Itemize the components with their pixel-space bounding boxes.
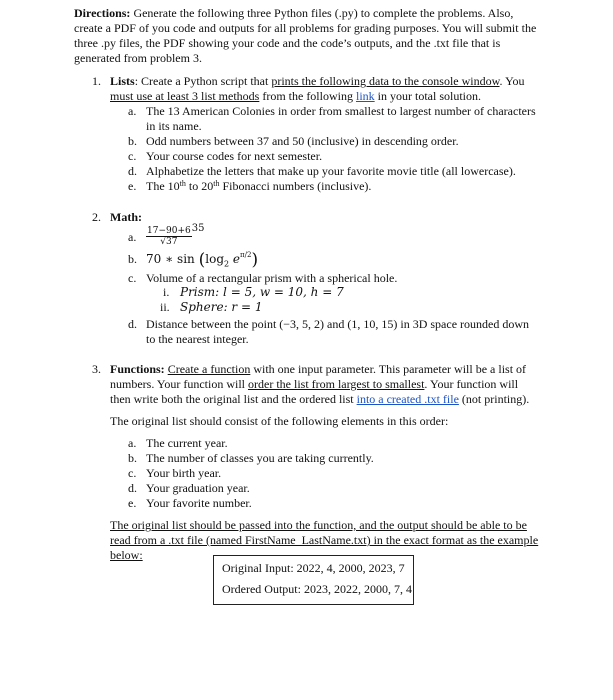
p3-item-b-letter: b. <box>128 451 137 465</box>
directions-line-4: generated from problem 3. <box>74 51 202 65</box>
p2-item-c-letter: c. <box>128 271 137 285</box>
p3-item-d-text: Your graduation year. <box>146 481 250 495</box>
p3-item-e-text: Your favorite number. <box>146 496 252 510</box>
p1-item-d-text: Alphabetize the letters that make up your favorite movie title (all lowercase). <box>146 164 516 178</box>
problem-3-note-line-3: below: <box>110 548 143 562</box>
p2-item-c-ii-roman: ii. <box>160 300 170 314</box>
p2-item-b-expression: 70 ∗ $\sin (\log_2$ $e^{\pi/2}$) <box>146 250 259 270</box>
p1-item-e-letter: e. <box>128 179 137 193</box>
problem-1-number: 1. <box>92 74 101 88</box>
problem-3-note-line-2: read from a .txt file (named FirstName_LastName.txt) in the exact format as the example <box>110 533 539 547</box>
problem-1-line-1: Lists: Create a Python script that prints the following data to the console window. You <box>110 74 525 88</box>
p2-item-c-text: Volume of a rectangular prism with a spherical hole. <box>146 271 398 285</box>
p3-item-a-text: The current year. <box>146 436 228 450</box>
example-ordered-output: Ordered Output: 2023, 2022, 2000, 7, 4 <box>222 582 412 596</box>
p1-item-b-text: Odd numbers between 37 and 50 (inclusive) in descending order. <box>146 134 459 148</box>
p3-item-c-letter: c. <box>128 466 137 480</box>
p2-item-c-i-roman: i. <box>163 285 170 299</box>
p2-item-d-line-2: to the nearest integer. <box>146 332 249 346</box>
directions-line-3: three .py files, the PDF showing your code and the code’s outputs, and the .txt file that is <box>74 36 501 50</box>
p1-item-e-text: The 10th to 20th Fibonacci numbers (inclusive). <box>146 179 372 193</box>
problem-3-number: 3. <box>92 362 101 376</box>
problem-2-label: Math: <box>110 210 142 224</box>
p2-item-d-line-1: Distance between the point (−3, 5, 2) and (1, 10, 15) in 3D space rounded down <box>146 317 530 331</box>
p3-item-a-letter: a. <box>128 436 137 450</box>
p2-item-c-i-text: Prism: l = 5, w = 10, h = 7 <box>180 285 344 299</box>
p1-item-c-letter: c. <box>128 149 137 163</box>
p1-item-a-line-2: in its name. <box>146 119 202 133</box>
problem-2-number: 2. <box>92 210 101 224</box>
p3-item-c-text: Your birth year. <box>146 466 222 480</box>
problem-1-label: Lists <box>110 74 135 88</box>
example-output-box <box>213 555 414 605</box>
p1-item-a-line-1: The 13 American Colonies in order from smallest to largest number of characters <box>146 104 536 118</box>
problem-3-label: Functions: <box>110 362 165 376</box>
example-original-input: Original Input: 2022, 4, 2000, 2023, 7 <box>222 561 405 575</box>
p1-item-d-letter: d. <box>128 164 137 178</box>
problem-3-line-2: numbers. Your function will order the list from largest to smallest. Your function will <box>110 377 519 391</box>
problem-3-line-1: Functions: Create a function with one input parameter. This parameter will be a list of <box>110 362 527 376</box>
p2-item-b-letter: b. <box>128 252 137 266</box>
list-methods-link[interactable]: link <box>355 89 375 103</box>
p2-item-a-expression: $\frac{17-90+6}{√37}$ $^{35}$ <box>147 223 205 247</box>
p1-item-c-text: Your course codes for next semester. <box>146 149 323 163</box>
p2-item-d-letter: d. <box>128 317 137 331</box>
p2-item-c-ii-text: Sphere: r = 1 <box>180 300 263 314</box>
problem-1-line-2: must use at least 3 list methods from the following link in your total solution. <box>110 89 481 103</box>
p3-item-d-letter: d. <box>128 481 137 495</box>
problem-3-intro: The original list should consist of the following elements in this order: <box>110 414 449 428</box>
directions-line-1: Directions: Generate the following three Python files (.py) to complete the problems. Also, <box>74 6 514 20</box>
p1-item-b-letter: b. <box>128 134 137 148</box>
p2-item-a-letter: a. <box>128 230 137 244</box>
problem-3-line-3: then write both the original list and the ordered list into a created .txt file (not printing). <box>110 392 530 406</box>
p3-item-b-text: The number of classes you are taking currently. <box>146 451 374 465</box>
p3-item-e-letter: e. <box>128 496 137 510</box>
directions-line-2: create a PDF of you code and outputs for all problems for grading purposes. You will submit the <box>74 21 537 35</box>
p1-item-a-letter: a. <box>128 104 137 118</box>
directions-label: Directions: <box>74 6 131 20</box>
txt-file-link[interactable]: into a created .txt file <box>356 392 459 406</box>
fraction: $\frac{17-90+6}{√37}$ <box>147 225 191 247</box>
problem-3-note-line-1: The original list should be passed into the function, and the output should be able to be <box>110 518 527 532</box>
